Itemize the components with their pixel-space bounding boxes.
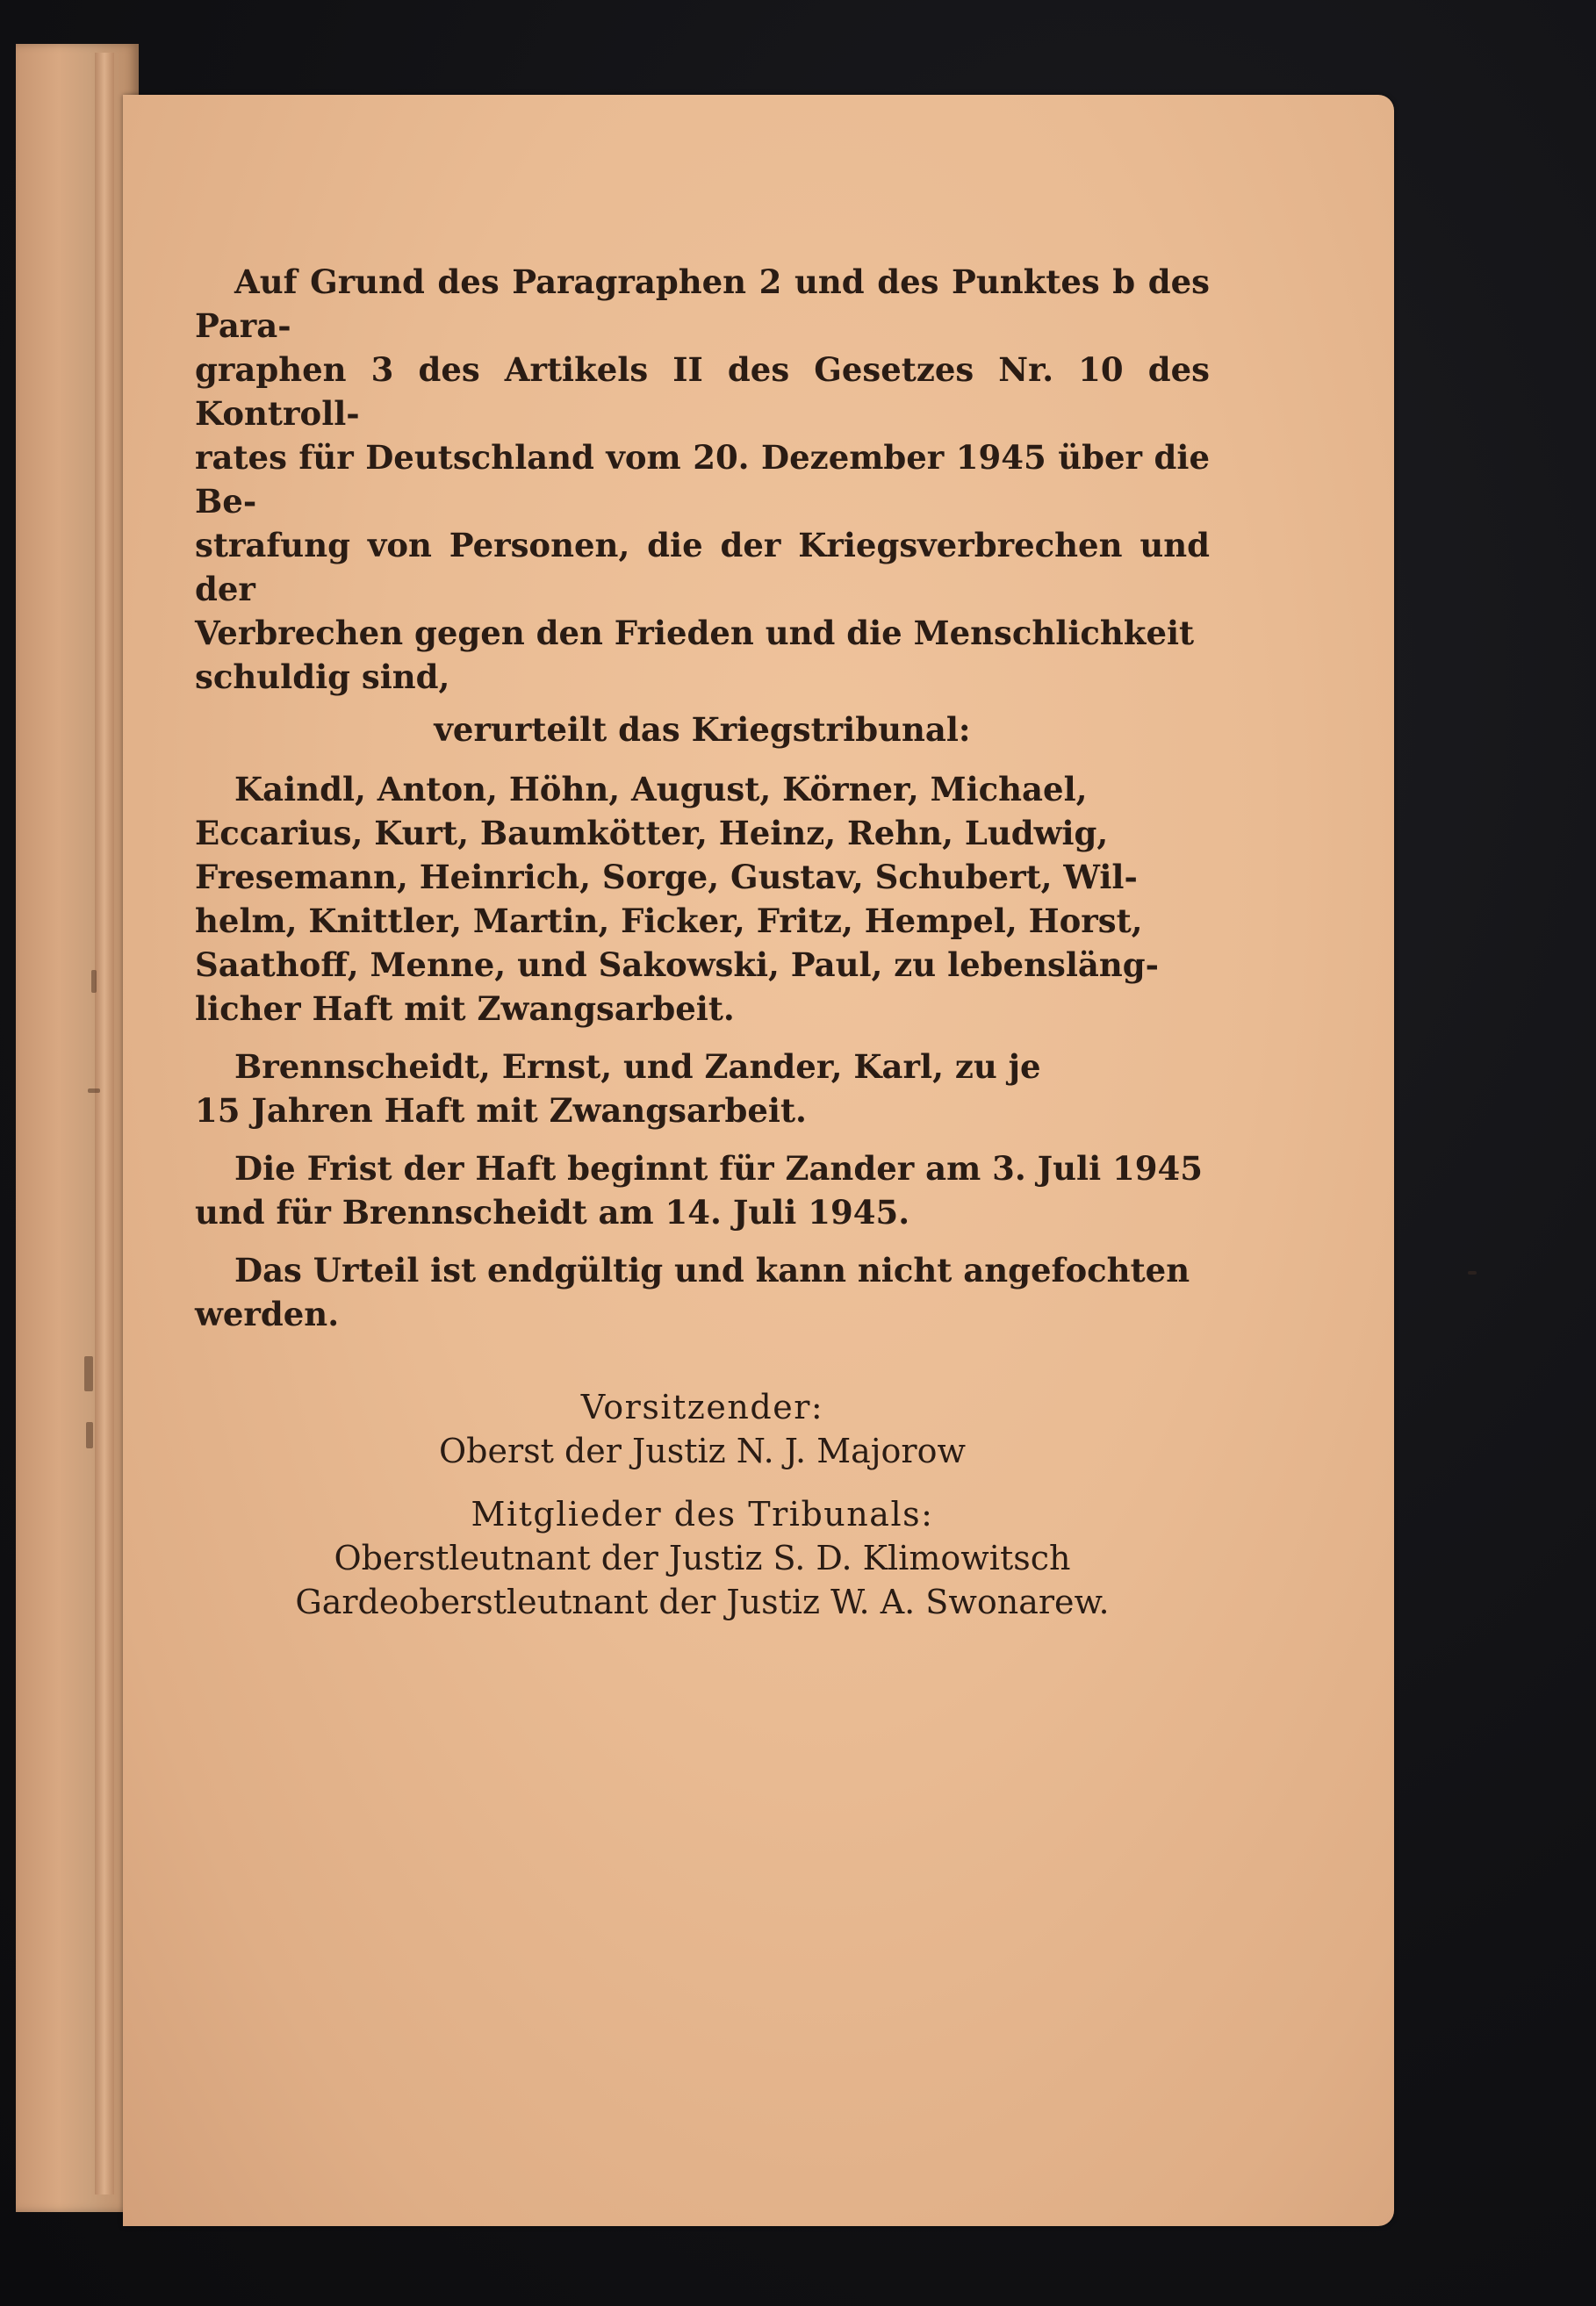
members-label: Mitglieder des Tribunals:	[471, 1495, 934, 1534]
scan-blemish	[1468, 1271, 1477, 1275]
preamble-line: strafung von Personen, die der Kriegsverbrechen und der	[195, 526, 1210, 608]
scan-blemish	[88, 1088, 100, 1093]
term-start-line: Die Frist der Haft beginnt für Zander am 3. Juli 1945	[234, 1149, 1204, 1188]
life-sentence-paragraph	[195, 767, 1210, 1031]
document-text	[195, 260, 1210, 1624]
life-sentence-line: Fresemann, Heinrich, Sorge, Gustav, Schubert, Wil-	[195, 858, 1138, 896]
life-sentence-line: Eccarius, Kurt, Baumkötter, Heinz, Rehn, Ludwig,	[195, 814, 1109, 852]
book-binding	[16, 44, 139, 2212]
preamble-line: graphen 3 des Artikels II des Gesetzes Nr. 10 des Kontroll-	[195, 350, 1210, 433]
life-sentence-line: helm, Knittler, Martin, Ficker, Fritz, Hempel, Horst,	[195, 902, 1143, 940]
life-sentence-line: Kaindl, Anton, Höhn, August, Körner, Michael,	[234, 770, 1088, 808]
final-paragraph	[195, 1248, 1210, 1336]
life-sentence-line: licher Haft mit Zwangsarbeit.	[195, 989, 735, 1028]
preamble-paragraph	[195, 260, 1210, 699]
member-name: Gardeoberstleutnant der Justiz W. A. Swonarew.	[295, 1583, 1110, 1621]
signature-block	[195, 1385, 1210, 1624]
preamble-line: rates für Deutschland vom 20. Dezember 1945 über die Be-	[195, 438, 1210, 521]
scan-blemish	[91, 970, 97, 993]
fifteen-year-sentence-line: Brennscheidt, Ernst, und Zander, Karl, zu je	[234, 1047, 1041, 1086]
preamble-line: Auf Grund des Paragraphen 2 und des Punktes b des Para-	[195, 262, 1210, 345]
chair-label: Vorsitzender:	[580, 1388, 824, 1426]
preamble-line: Verbrechen gegen den Frieden und die Menschlichkeit	[195, 614, 1195, 652]
verdict-heading: verurteilt das Kriegstribunal:	[434, 710, 971, 749]
scan-blemish	[86, 1422, 93, 1448]
scan-blemish	[84, 1356, 93, 1391]
term-start-paragraph	[195, 1146, 1210, 1234]
fifteen-year-sentence-paragraph	[195, 1045, 1210, 1132]
final-line: werden.	[195, 1295, 340, 1333]
term-start-line: und für Brennscheidt am 14. Juli 1945.	[195, 1193, 910, 1232]
life-sentence-line: Saathoff, Menne, und Sakowski, Paul, zu lebensläng-	[195, 945, 1159, 984]
chair-name: Oberst der Justiz N. J. Majorow	[439, 1432, 966, 1470]
member-name: Oberstleutnant der Justiz S. D. Klimowitsch	[334, 1539, 1071, 1577]
fifteen-year-sentence-line: 15 Jahren Haft mit Zwangsarbeit.	[195, 1091, 807, 1130]
binding-edge	[95, 53, 114, 2195]
preamble-line: schuldig sind,	[195, 657, 450, 696]
final-line: Das Urteil ist endgültig und kann nicht angefochten	[234, 1251, 1190, 1289]
